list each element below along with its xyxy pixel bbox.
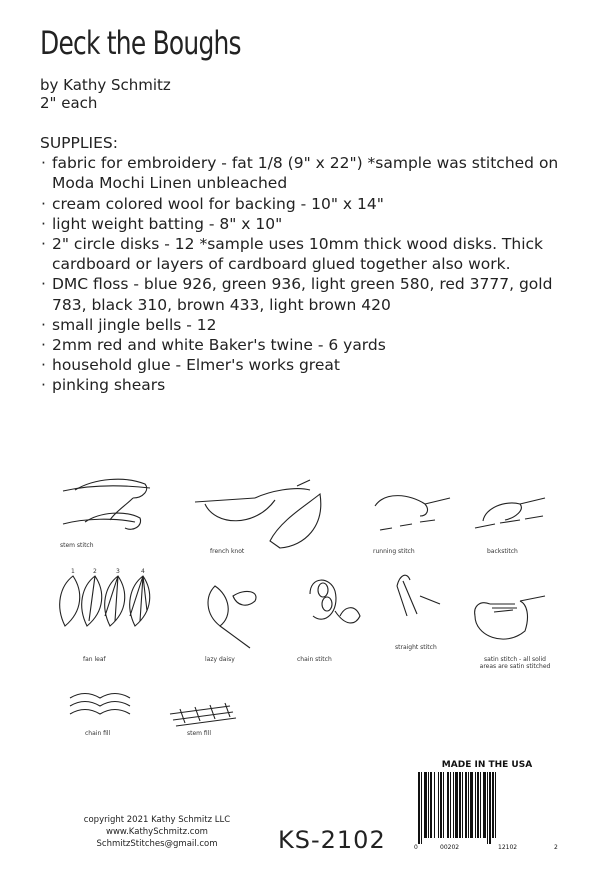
made-in-usa-label: MADE IN THE USA xyxy=(441,760,533,770)
supplies-section xyxy=(40,133,580,396)
stitch-illustrations xyxy=(55,476,575,756)
supply-item: · household glue - Elmer's works great xyxy=(40,355,580,375)
barcode-bar xyxy=(447,772,449,838)
barcode-bar xyxy=(453,772,454,838)
caption-backstitch: backstitch xyxy=(487,548,518,555)
barcode-bar xyxy=(477,772,479,838)
barcode xyxy=(412,760,562,860)
supplies-list xyxy=(40,153,580,395)
pattern-byline xyxy=(40,76,171,112)
fan-leaf-number-3: 3 xyxy=(116,568,120,575)
barcode-digit: 12102 xyxy=(498,844,518,851)
barcode-bar xyxy=(495,772,496,838)
barcode-bar xyxy=(443,772,444,838)
stem-stitch-diagram xyxy=(63,479,150,529)
website-link[interactable]: www.KathySchmitz.com xyxy=(106,827,208,837)
supply-item: · DMC floss - blue 926, green 936, light green 580, red 3777, gold 783, black 310, brown 433, light brown 420 xyxy=(40,274,580,314)
barcode-bar xyxy=(480,772,481,838)
barcode-bar xyxy=(450,772,451,838)
barcode-bar xyxy=(421,772,422,844)
fan-leaf-number-1: 1 xyxy=(71,568,75,575)
barcode-bar xyxy=(440,772,442,838)
barcode-digit: 0 xyxy=(414,844,418,851)
barcode-bars xyxy=(412,772,562,844)
stem-fill-diagram xyxy=(170,703,236,726)
barcode-bar xyxy=(489,772,491,844)
author: by Kathy Schmitz xyxy=(40,76,171,94)
footer-contact xyxy=(62,814,252,850)
caption-running-stitch: running stitch xyxy=(373,548,415,555)
caption-french-knot: french knot xyxy=(210,548,245,555)
supply-item: · pinking shears xyxy=(40,375,580,395)
caption-chain-stitch: chain stitch xyxy=(297,656,332,663)
caption-fan-leaf: fan leaf xyxy=(83,656,106,663)
barcode-bar xyxy=(475,772,476,838)
barcode-bar xyxy=(430,772,432,838)
chain-stitch-diagram xyxy=(310,580,360,623)
barcode-bar xyxy=(424,772,427,838)
supply-item: · 2mm red and white Baker's twine - 6 yards xyxy=(40,335,580,355)
caption-stem-fill: stem fill xyxy=(187,730,212,737)
fan-leaf-number-4: 4 xyxy=(141,568,145,575)
stitch-diagrams xyxy=(55,476,575,756)
lazy-daisy-diagram xyxy=(208,586,256,648)
caption-straight-stitch: straight stitch xyxy=(395,644,437,651)
pattern-title: Deck the Boughs xyxy=(40,24,241,62)
copyright-text: copyright 2021 Kathy Schmitz LLC xyxy=(83,815,231,825)
caption-chain-fill: chain fill xyxy=(85,730,111,737)
supply-item: · 2" circle disks - 12 *sample uses 10mm thick wood disks. Thick cardboard or layers of cardboard glued together also work. xyxy=(40,234,580,274)
supply-item: · cream colored wool for backing - 10" x 14" xyxy=(40,194,580,214)
supply-item: · light weight batting - 8" x 10" xyxy=(40,214,580,234)
barcode-bar xyxy=(483,772,486,838)
barcode-bar xyxy=(470,772,473,838)
barcode-bar xyxy=(434,772,435,838)
supply-item: · small jingle bells - 12 xyxy=(40,315,580,335)
barcode-bar xyxy=(418,772,420,844)
barcode-bar xyxy=(468,772,469,838)
chain-fill-diagram xyxy=(70,694,130,715)
satin-stitch-diagram xyxy=(475,596,545,639)
barcode-bar xyxy=(428,772,429,838)
email-link[interactable]: SchmitzStitches@gmail.com xyxy=(96,839,218,849)
barcode-bar xyxy=(487,772,488,844)
barcode-digit: 2 xyxy=(554,844,558,851)
backstitch-diagram xyxy=(475,498,545,528)
barcode-digit: 00202 xyxy=(440,844,460,851)
finished-size: 2" each xyxy=(40,94,98,112)
fan-leaf-diagram xyxy=(60,576,150,626)
barcode-bar xyxy=(459,772,461,838)
caption-satin-stitch: satin stitch - all solid areas are satin stitched xyxy=(479,656,551,670)
barcode-bar xyxy=(492,772,494,838)
barcode-bar xyxy=(438,772,439,838)
barcode-bar xyxy=(462,772,463,838)
pattern-code: KS-2102 xyxy=(278,826,386,854)
caption-stem-stitch: stem stitch xyxy=(60,542,94,549)
running-stitch-diagram xyxy=(375,496,450,530)
french-knot-diagram xyxy=(195,480,321,548)
barcode-bar xyxy=(455,772,458,838)
supply-item: · fabric for embroidery - fat 1/8 (9" x 22") *sample was stitched on Moda Mochi Linen unbleached xyxy=(40,153,580,193)
barcode-bar xyxy=(465,772,467,838)
caption-lazy-daisy: lazy daisy xyxy=(205,656,235,663)
fan-leaf-number-2: 2 xyxy=(93,568,97,575)
straight-stitch-diagram xyxy=(397,575,440,616)
supplies-heading: SUPPLIES: xyxy=(40,134,118,152)
